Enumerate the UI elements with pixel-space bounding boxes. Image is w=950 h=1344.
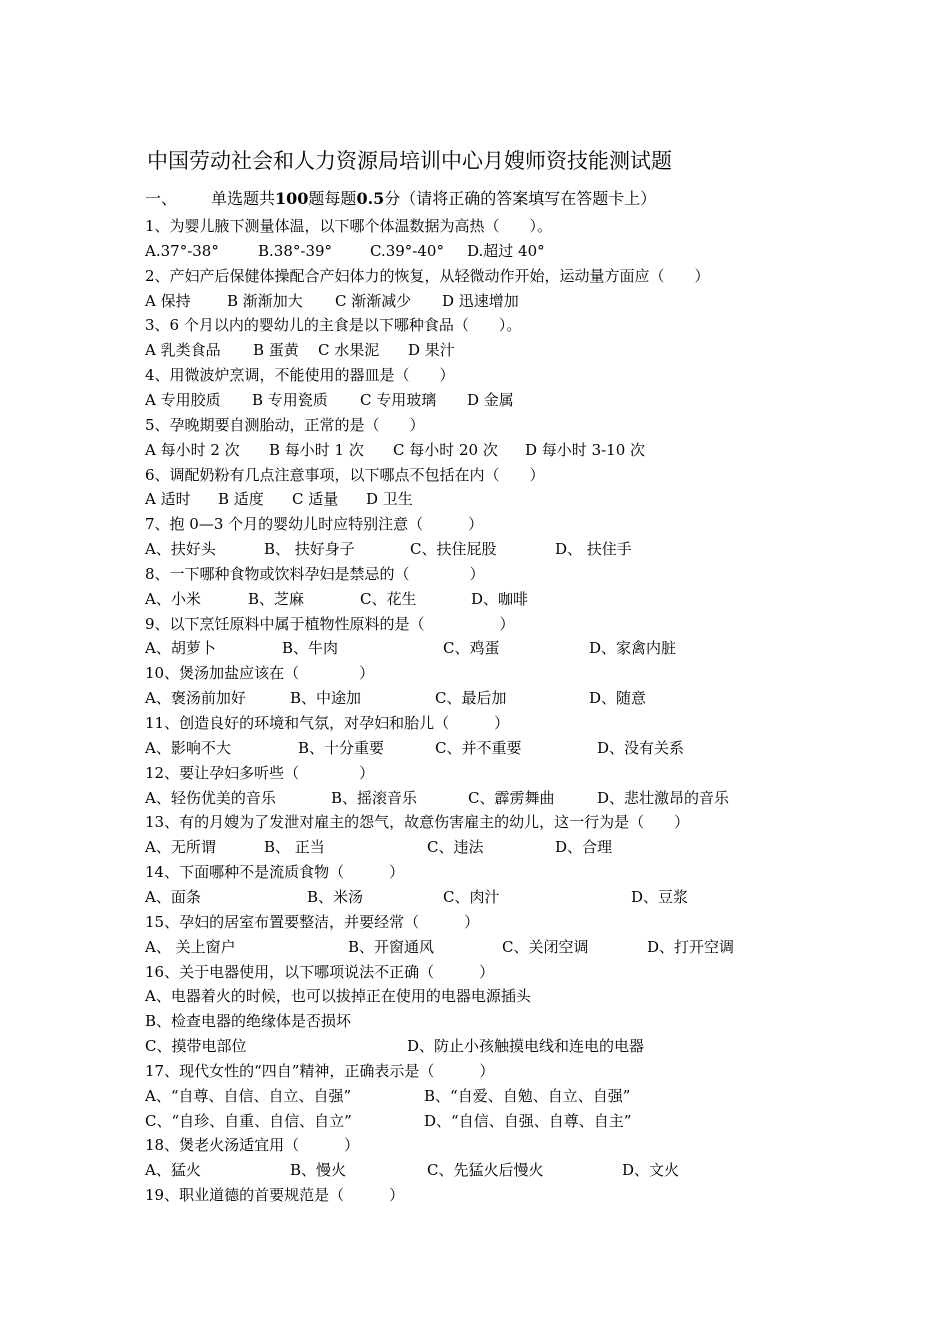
option-b: B 专用瓷质 — [252, 390, 328, 409]
question-stem: 15、孕妇的居室布置要整洁，并要经常（ ） — [145, 912, 480, 931]
option-b: B、米汤 — [307, 887, 364, 906]
option-a: A 每小时 2 次 — [145, 440, 240, 459]
option-c: C 专用玻璃 — [360, 390, 437, 409]
option-b: B、开窗通风 — [348, 937, 435, 956]
option-b: B、中途加 — [290, 689, 362, 708]
question-stem: 13、有的月嫂为了发泄对雇主的怨气，故意伤害雇主的幼儿，这一行为是（ ） — [145, 813, 690, 832]
option-c: C、并不重要 — [435, 738, 522, 757]
option-d: D、合理 — [555, 838, 613, 857]
option-d: D、悲壮激昂的音乐 — [597, 788, 730, 807]
option-d: D 每小时 3-10 次 — [525, 440, 646, 459]
option-a: A、胡萝卜 — [145, 639, 216, 658]
section-heading — [145, 187, 656, 211]
option-a: A.37°-38° — [145, 241, 219, 260]
option-b: D、“自信、自强、自尊、自主” — [424, 1111, 632, 1130]
option-a: A、猛火 — [145, 1161, 201, 1180]
option-c: C、违法 — [427, 838, 484, 857]
option-c: C.39°-40° — [370, 241, 444, 260]
option-b: B、十分重要 — [298, 738, 385, 757]
question-stem: 8、一下哪种食物或饮料孕妇是禁忌的（ ） — [145, 564, 485, 583]
section-score: 0.5 — [356, 189, 385, 208]
option-c: C 渐渐减少 — [335, 291, 412, 310]
option-b: B 每小时 1 次 — [269, 440, 364, 459]
question-stem: 7、抱 0—3 个月的婴幼儿时应特别注意（ ） — [145, 515, 484, 534]
option-d: D、没有关系 — [597, 738, 685, 757]
option-a: A、扶好头 — [145, 540, 216, 559]
option-a: A、无所谓 — [145, 838, 216, 857]
document-title: 中国劳动社会和人力资源局培训中心月嫂师资技能测试题 — [147, 149, 672, 173]
option-b: D、防止小孩触摸电线和连电的电器 — [407, 1037, 645, 1056]
section-text-pre: 单选题共 — [211, 189, 276, 208]
option-d: D、咖啡 — [471, 589, 529, 608]
option-c: C、最后加 — [435, 689, 507, 708]
question-stem: 16、关于电器使用，以下哪项说法不正确（ ） — [145, 962, 495, 981]
option-c: C、扶住屁股 — [410, 540, 497, 559]
option-a: A、轻伤优美的音乐 — [145, 788, 276, 807]
option-a: A、 关上窗户 — [145, 937, 236, 956]
option-b: B、 正当 — [264, 838, 325, 857]
option-a: A 乳类食品 — [145, 341, 221, 360]
option-a: B、检查电器的绝缘体是否损坏 — [145, 1012, 352, 1031]
option-a: A 保持 — [145, 291, 191, 310]
question-stem: 3、6 个月以内的婴幼儿的主食是以下哪种食品（ ）。 — [145, 316, 522, 335]
option-b: B、芝麻 — [248, 589, 305, 608]
option-c: C 适量 — [292, 490, 339, 509]
option-b: B、牛肉 — [282, 639, 339, 658]
option-a: A、小米 — [145, 589, 201, 608]
option-d: D、文火 — [622, 1161, 680, 1180]
question-stem: 4、用微波炉烹调，不能使用的器皿是（ ） — [145, 366, 455, 385]
option-c: C、花生 — [360, 589, 417, 608]
question-stem: 19、职业道德的首要规范是（ ） — [145, 1186, 405, 1205]
option-c: C、鸡蛋 — [443, 639, 500, 658]
question-stem: 11、创造良好的环境和气氛，对孕妇和胎儿（ ） — [145, 714, 510, 732]
option-a: A、“自尊、自信、自立、自强” — [145, 1086, 352, 1105]
question-stem: 14、下面哪种不是流质食物（ ） — [145, 863, 405, 882]
option-c: C 水果泥 — [318, 341, 380, 360]
option-d: D.超过 40° — [467, 241, 545, 260]
option-d: D 金属 — [467, 390, 514, 409]
section-text-post: 分（请将正确的答案填写在答题卡上） — [384, 189, 657, 208]
option-d: D 卫生 — [366, 490, 413, 509]
option-b: B 渐渐加大 — [227, 291, 303, 310]
option-c: C 每小时 20 次 — [393, 440, 498, 459]
question-stem: 5、孕晚期要自测胎动，正常的是（ ） — [145, 415, 425, 434]
option-a: A、影响不大 — [145, 738, 231, 757]
option-a: A、面条 — [145, 887, 201, 906]
option-b: B、 扶好身子 — [264, 540, 355, 559]
option-d: D 迅速增加 — [442, 291, 519, 310]
option-c: C、关闭空调 — [502, 937, 589, 956]
question-stem: 2、产妇产后保健体操配合产妇体力的恢复，从轻微动作开始，运动量方面应（ ） — [145, 266, 710, 285]
section-number: 一、 — [145, 189, 178, 208]
option-b: B 适度 — [218, 490, 264, 509]
option-b: B、“自爱、自勉、自立、自强” — [424, 1086, 631, 1105]
section-count: 100 — [275, 189, 309, 208]
option-a: A 专用胶质 — [145, 390, 221, 409]
option-d: D 果汁 — [408, 341, 455, 360]
option-b: B.38°-39° — [258, 241, 333, 260]
section-text-mid: 题每题 — [308, 189, 357, 208]
option-d: D、打开空调 — [647, 937, 735, 956]
option-a: A、电器着火的时候，也可以拔掉正在使用的电器电源插头 — [145, 987, 531, 1006]
option-c: C、肉汁 — [443, 887, 500, 906]
option-c: C、先猛火后慢火 — [427, 1161, 544, 1180]
question-stem: 12、要让孕妇多听些（ ） — [145, 763, 375, 782]
option-b: B 蛋黄 — [253, 341, 299, 360]
option-b: B、摇滚音乐 — [331, 788, 418, 807]
option-b: B、慢火 — [290, 1161, 347, 1180]
question-stem: 6、调配奶粉有几点注意事项，以下哪点不包括在内（ ） — [145, 465, 545, 484]
question-stem: 1、为婴儿腋下测量体温，以下哪个体温数据为高热（ ）。 — [145, 217, 553, 235]
option-d: D、 扶住手 — [555, 540, 632, 559]
question-stem: 18、煲老火汤适宜用（ ） — [145, 1136, 360, 1155]
option-a: A 适时 — [145, 490, 191, 509]
question-stem: 9、以下烹饪原料中属于植物性原料的是（ ） — [145, 614, 515, 633]
question-stem: 17、现代女性的“四自”精神，正确表示是（ ） — [145, 1061, 495, 1080]
option-d: D、家禽内脏 — [589, 639, 677, 658]
option-a: A、褒汤前加好 — [145, 689, 246, 708]
option-d: D、豆浆 — [631, 887, 689, 906]
option-d: D、随意 — [589, 689, 647, 708]
option-c: C、霹雳舞曲 — [468, 788, 555, 807]
option-a: C、“自珍、自重、自信、自立” — [145, 1111, 352, 1130]
question-stem: 10、煲汤加盐应该在（ ） — [145, 664, 375, 683]
option-a: C、摸带电部位 — [145, 1037, 247, 1056]
